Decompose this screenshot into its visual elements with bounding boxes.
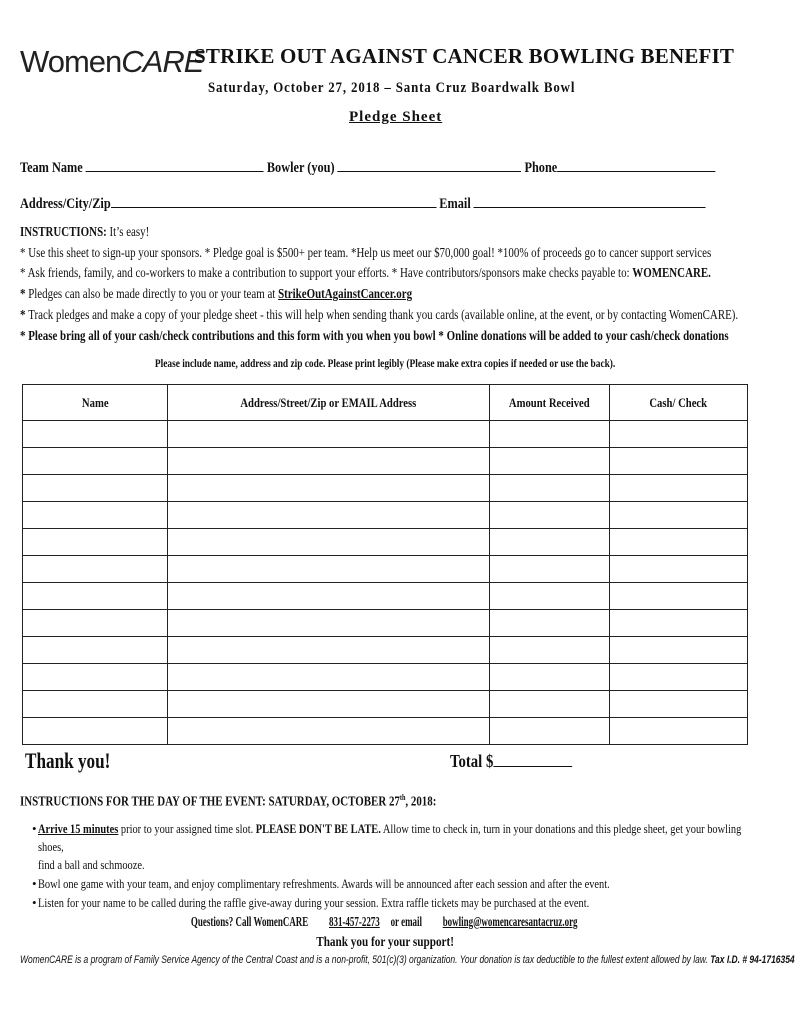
cash-check-cell[interactable] <box>610 583 748 610</box>
cash-check-cell[interactable] <box>610 664 748 691</box>
email-field[interactable] <box>474 193 706 208</box>
footer-note <box>20 954 795 966</box>
amount-cell[interactable] <box>490 421 610 448</box>
name-cell[interactable] <box>23 475 168 502</box>
cash-check-cell[interactable] <box>610 610 748 637</box>
address-cell[interactable] <box>168 529 490 556</box>
questions-text: Questions? Call WomenCARE <box>190 915 309 930</box>
email-link[interactable]: bowling@womencaresantacruz.org <box>442 915 578 930</box>
questions-line <box>0 915 770 931</box>
bullet-3: * <box>20 287 29 302</box>
sheet-title: Pledge Sheet <box>349 109 443 125</box>
address-cell[interactable] <box>168 610 490 637</box>
list-item <box>38 875 758 893</box>
event-day-heading-text: INSTRUCTIONS FOR THE DAY OF THE EVENT: SATURDAY, OCTOBER 27 <box>20 794 400 810</box>
total-label: Total $ <box>450 751 494 771</box>
address-cell[interactable] <box>168 691 490 718</box>
amount-cell[interactable] <box>490 529 610 556</box>
arrive-early: Arrive 15 minutes <box>38 821 119 836</box>
support-thanks-text: Thank you for your support! <box>316 935 454 950</box>
address-cell[interactable] <box>168 556 490 583</box>
event-day-list <box>38 820 758 913</box>
phone-field[interactable] <box>557 157 715 172</box>
col-header-address-text: Address/Street/Zip or EMAIL Address <box>240 394 417 410</box>
col-header-name <box>23 385 168 421</box>
website-link[interactable]: StrikeOutAgainstCancer.org <box>278 287 413 302</box>
instructions-heading <box>20 225 149 241</box>
col-header-name-text: Name <box>81 394 109 410</box>
address-cell[interactable] <box>168 664 490 691</box>
table-row <box>23 637 748 664</box>
amount-cell[interactable] <box>490 691 610 718</box>
amount-cell[interactable] <box>490 583 610 610</box>
col-header-amount <box>490 385 610 421</box>
team-name-label: Team Name <box>20 160 83 176</box>
tax-id: Tax I.D. # 94-1716354 <box>710 954 795 966</box>
address-cell[interactable] <box>168 421 490 448</box>
amount-cell[interactable] <box>490 556 610 583</box>
table-row <box>23 664 748 691</box>
table-row <box>23 556 748 583</box>
cash-check-cell[interactable] <box>610 475 748 502</box>
table-row <box>23 718 748 745</box>
table-row <box>23 529 748 556</box>
questions-or-email: or email <box>390 915 422 930</box>
table-note-text: Please include name, address and zip code. Please print legibly (Please make extra copies if needed or use the back). <box>154 356 616 370</box>
email-label: Email <box>439 196 471 212</box>
col-header-cash-check <box>610 385 748 421</box>
table-row <box>23 475 748 502</box>
name-cell[interactable] <box>23 556 168 583</box>
cash-check-cell[interactable] <box>610 448 748 475</box>
name-cell[interactable] <box>23 421 168 448</box>
name-cell[interactable] <box>23 637 168 664</box>
name-cell[interactable] <box>23 610 168 637</box>
event-day-heading-year: , 2018: <box>405 794 437 810</box>
name-cell[interactable] <box>23 583 168 610</box>
name-cell[interactable] <box>23 664 168 691</box>
name-cell[interactable] <box>23 529 168 556</box>
address-cell[interactable] <box>168 718 490 745</box>
bowler-label: Bowler (you) <box>266 160 335 176</box>
list-item-2-text: • Bowl one game with your team, and enjoy complimentary refreshments. Awards will be announced after each session and after the event. <box>38 876 610 891</box>
phone-link[interactable]: 831-457-2273 <box>329 915 380 930</box>
footer-text: WomenCARE is a program of Family Service Agency of the Central Coast and is a non-profit, 501(c)(3) organization. Your donation is tax deductible to the fullest extent allowed by law. <box>20 954 711 966</box>
table-row <box>23 502 748 529</box>
page-title: STRIKE OUT AGAINST CANCER BOWLING BENEFIT <box>194 44 735 68</box>
logo-text-care: CARE <box>121 44 204 79</box>
instruction-line-5-text: * Please bring all of your cash/check contributions and this form with you when you bowl * Online donations will be added to your cash/check donations <box>20 329 729 344</box>
item1-d: Allow time to check in, turn in your donations and this pledge sheet, get your bowling shoes, <box>38 821 742 854</box>
phone-label: Phone <box>524 160 558 176</box>
instruction-line-1: * Use this sheet to sign-up your sponsors. * Pledge goal is $500+ per team. *Help us meet our $70,000 goal! *100% of proceeds go to cancer support services <box>20 246 712 261</box>
address-cell[interactable] <box>168 583 490 610</box>
list-item-3-text: • Listen for your name to be called during the raffle give-away during your session. Extra raffle tickets may be purchased at the event. <box>38 895 590 910</box>
cash-check-cell[interactable] <box>610 718 748 745</box>
pledge-table <box>22 384 748 745</box>
amount-cell[interactable] <box>490 502 610 529</box>
name-cell[interactable] <box>23 691 168 718</box>
event-day-heading-sup: th <box>399 793 406 802</box>
cash-check-cell[interactable] <box>610 421 748 448</box>
list-item-1-line-2: find a ball and schmooze. <box>38 857 145 872</box>
col-header-amount-text: Amount Received <box>509 394 590 410</box>
table-header-row <box>23 385 748 421</box>
cash-check-cell[interactable] <box>610 691 748 718</box>
logo-text-women: Women <box>20 44 122 79</box>
address-label: Address/City/Zip <box>20 196 111 212</box>
total-row <box>450 750 572 772</box>
list-item <box>38 820 758 874</box>
instruction-line-2 <box>20 266 711 282</box>
dont-be-late: PLEASE DON'T BE LATE. <box>255 821 381 836</box>
instruction-line-4-text: Track pledges and make a copy of your pledge sheet - this will help when sending thank you cards (available online, at the event, or by contacting WomenCARE). <box>28 308 739 323</box>
thank-you-text: Thank you! <box>25 748 111 773</box>
instructions-label-rest: It’s easy! <box>106 225 150 240</box>
table-row <box>23 421 748 448</box>
questions-wrap <box>176 915 594 931</box>
name-cell[interactable] <box>23 718 168 745</box>
instruction-line-5 <box>20 329 729 345</box>
col-header-cash-check-text: Cash/ Check <box>649 394 708 410</box>
amount-cell[interactable] <box>490 637 610 664</box>
womencare-logo <box>20 44 203 80</box>
item1-b: prior to your assigned time slot. <box>118 821 256 836</box>
col-header-address <box>168 385 490 421</box>
event-subtitle: Saturday, October 27, 2018 – Santa Cruz Boardwalk Bowl <box>208 80 576 96</box>
table-row <box>23 448 748 475</box>
amount-cell[interactable] <box>490 718 610 745</box>
instruction-line-3-text: Pledges can also be made directly to you or your team at <box>28 287 279 302</box>
address-cell[interactable] <box>168 448 490 475</box>
bowler-field[interactable] <box>338 157 522 172</box>
event-day-heading <box>20 793 436 811</box>
address-cell[interactable] <box>168 637 490 664</box>
amount-cell[interactable] <box>490 664 610 691</box>
payable-to: WOMENCARE. <box>632 266 711 281</box>
fields-row-1 <box>20 157 716 177</box>
instruction-line-4 <box>20 308 738 324</box>
team-name-field[interactable] <box>86 157 264 172</box>
table-row <box>23 610 748 637</box>
table-row <box>23 691 748 718</box>
amount-cell[interactable] <box>490 610 610 637</box>
cash-check-cell[interactable] <box>610 529 748 556</box>
support-thanks <box>0 935 770 951</box>
bullet-4: * <box>20 308 29 323</box>
amount-cell[interactable] <box>490 448 610 475</box>
instructions-label: INSTRUCTIONS: <box>20 225 107 240</box>
cash-check-cell[interactable] <box>610 556 748 583</box>
list-item <box>38 894 758 912</box>
cash-check-cell[interactable] <box>610 637 748 664</box>
fields-row-2 <box>20 193 706 213</box>
address-field[interactable] <box>111 193 437 208</box>
instruction-line-2-text: * Ask friends, family, and co-workers to make a contribution to support your efforts. * Have contributors/sponsors make checks payable to: <box>20 266 633 281</box>
table-note <box>0 356 770 371</box>
name-cell[interactable] <box>23 448 168 475</box>
list-item-1-line-1 <box>38 820 750 856</box>
total-field[interactable] <box>493 750 572 767</box>
address-cell[interactable] <box>168 502 490 529</box>
instruction-line-3 <box>20 287 412 303</box>
cash-check-cell[interactable] <box>610 502 748 529</box>
amount-cell[interactable] <box>490 475 610 502</box>
address-cell[interactable] <box>168 475 490 502</box>
name-cell[interactable] <box>23 502 168 529</box>
table-row <box>23 583 748 610</box>
